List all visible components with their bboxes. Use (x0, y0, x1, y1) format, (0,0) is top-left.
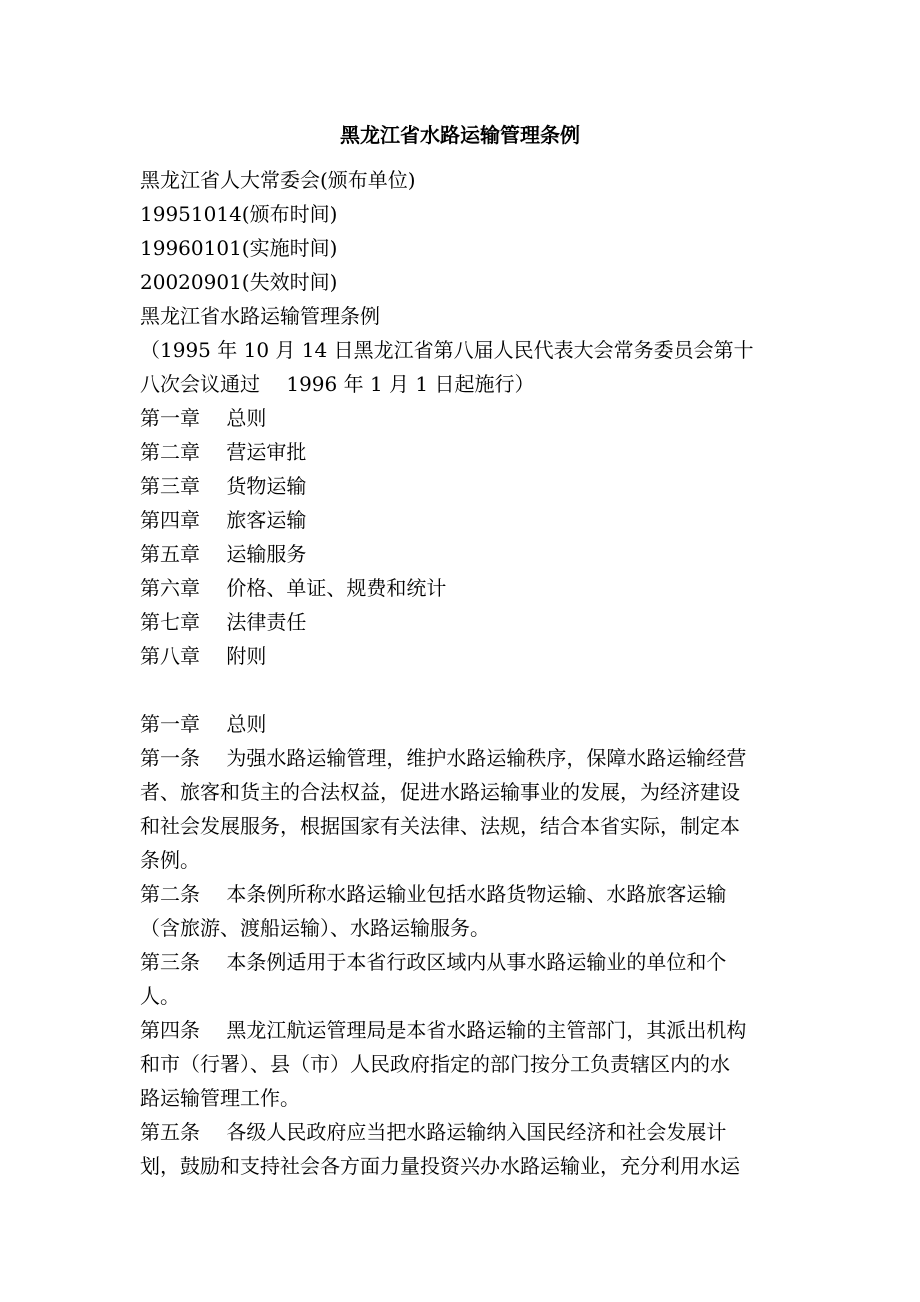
article-text: 者、旅客和货主的合法权益，促进水路运输事业的发展，为经济建设 (140, 780, 740, 804)
article-2 (140, 877, 800, 945)
subtitle: 黑龙江省水路运输管理条例 (140, 304, 380, 328)
article-text: 第三条 本条例适用于本省行政区域内从事水路运输业的单位和个 (140, 950, 727, 974)
expired-date-line: 20020901(失效时间) (140, 270, 338, 294)
toc-item: 第六章 价格、单证、规费和统计 (140, 576, 447, 600)
document-body (140, 163, 800, 1183)
article-text: 第四条 黑龙江航运管理局是本省水路运输的主管部门，其派出机构 (140, 1018, 747, 1042)
article-text: 和市（行署）、县（市）人民政府指定的部门按分工负责辖区内的水 (140, 1052, 730, 1076)
article-text: 路运输管理工作。 (140, 1086, 300, 1110)
toc-item: 第一章 总则 (140, 406, 267, 430)
toc-item: 第四章 旅客运输 (140, 508, 307, 532)
article-text: 和社会发展服务，根据国家有关法律、法规，结合本省实际，制定本 (140, 814, 740, 838)
article-text: 第一条 为强水路运输管理，维护水路运输秩序，保障水路运输经营 (140, 746, 747, 770)
adoption-note: 八次会议通过 1996 年 1 月 1 日起施行） (140, 372, 535, 396)
article-text: 第二条 本条例所称水路运输业包括水路货物运输、水路旅客运输 (140, 882, 727, 906)
article-5 (140, 1115, 800, 1183)
chapter-heading: 第一章 总则 (140, 712, 267, 736)
issued-date-line: 19951014(颁布时间) (140, 202, 338, 226)
effective-date-line: 19960101(实施时间) (140, 236, 338, 260)
document-title: 黑龙江省水路运输管理条例 (340, 123, 580, 147)
article-text: 划，鼓励和支持社会各方面力量投资兴办水路运输业，充分利用水运 (140, 1154, 740, 1178)
blank-line (140, 673, 800, 707)
article-4 (140, 1013, 800, 1115)
article-text: 条例。 (140, 848, 200, 872)
toc-item: 第七章 法律责任 (140, 610, 307, 634)
table-of-contents (140, 401, 800, 673)
issuer-line: 黑龙江省人大常委会(颁布单位) (140, 168, 416, 192)
toc-item: 第五章 运输服务 (140, 542, 307, 566)
article-1 (140, 741, 800, 877)
article-text: 人。 (140, 984, 180, 1008)
toc-item: 第三章 货物运输 (140, 474, 307, 498)
article-text: （含旅游、渡船运输）、水路运输服务。 (140, 916, 490, 940)
toc-item: 第八章 附则 (140, 644, 267, 668)
article-3 (140, 945, 800, 1013)
article-text: 第五条 各级人民政府应当把水路运输纳入国民经济和社会发展计 (140, 1120, 727, 1144)
toc-item: 第二章 营运审批 (140, 440, 307, 464)
adoption-note: （1995 年 10 月 14 日黑龙江省第八届人民代表大会常务委员会第十 (140, 338, 754, 362)
